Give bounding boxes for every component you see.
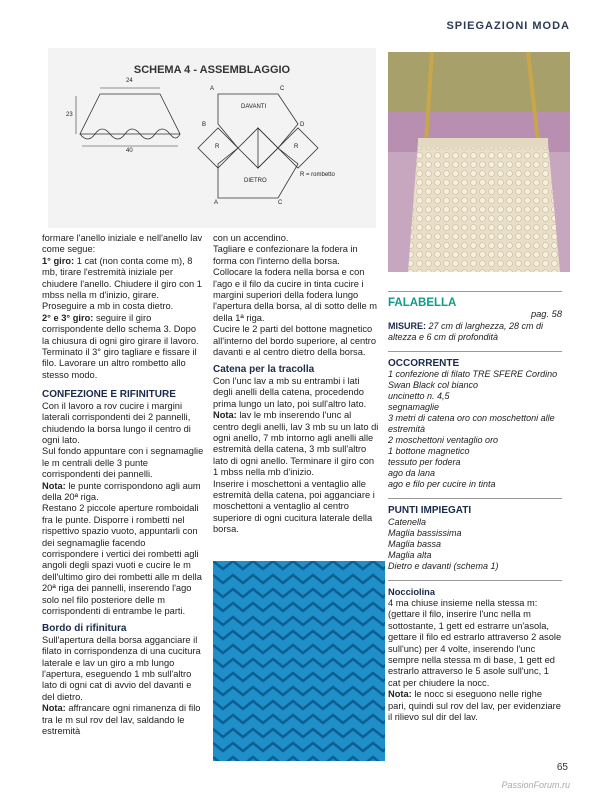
nocciolina-title: Nocciolina [388, 586, 436, 597]
list-item: 2 moschettoni ventaglio oro [388, 435, 499, 446]
paragraph [42, 481, 204, 504]
paragraph: Restano 2 piccole aperture romboidali fra le punte. Disporre i rombetti nel rispettivo spazio vuoto, appuntarli con dei segnamaglie facendo corrispondere i vertici dei rombetti agli angoli degli spazi vuoti e cucire le m dell'ultimo giro dei rombetti alle m della 20ª riga dei pannelli, inserendo l'ago solo nel filo posteriore delle m corrispondenti di entrambe le parti. [42, 503, 202, 616]
occorrente-list [388, 369, 562, 490]
misure-paragraph [388, 321, 562, 343]
nota-paragraph [388, 689, 562, 723]
page-header [446, 20, 570, 32]
misure-label: MISURE: [388, 320, 426, 331]
label-davanti: DAVANTI [241, 104, 267, 110]
bold-lead: Nota: [42, 480, 66, 491]
paragraph-text: affrancare ogni rimanenza di filo tra le m sul rov del lav, saldando le estremità [42, 703, 201, 737]
list-item: ago da lana [388, 468, 436, 479]
project-title: FALABELLA [388, 297, 457, 309]
paragraph: formare l'anello iniziale e nell'anello lav come segue: [42, 233, 203, 255]
label-r-left: R [215, 144, 220, 150]
paragraph [42, 703, 204, 737]
paragraph: con un accendino. [213, 233, 289, 243]
punti-title: PUNTI IMPIEGATI [388, 505, 472, 517]
paragraph: Proseguire a mb in costa dietro. [42, 301, 174, 312]
paragraph-text: seguire il giro corrispondente dello schema 3. Dopo la chiusura di ogni giro girare il lavoro. [42, 312, 199, 346]
list-item: 3 metri di catena oro con moschettoni alle estremità [388, 413, 555, 435]
section-heading: CONFEZIONE E RIFINITURE [42, 389, 176, 401]
paragraph [42, 256, 204, 302]
bold-lead: 1° giro: [42, 255, 75, 266]
dim-bottom: 40 [126, 148, 133, 154]
knit-texture [213, 561, 385, 761]
list-item: tessuto per fodera [388, 457, 461, 468]
page-reference: pag. 58 [530, 309, 562, 320]
separator [388, 580, 562, 581]
top-separator [388, 291, 562, 292]
page-number: 65 [556, 762, 568, 773]
watermark: PassionForum.ru [501, 780, 570, 790]
label-dietro: DIETRO [244, 178, 267, 184]
subsection-heading: Bordo di rifinitura [42, 623, 127, 635]
paragraph: Sull'apertura della borsa agganciare il filato in corrispondenza di una cucitura laterale e lav un giro a mb lungo l'apertura, eseguendo 1 mb sull'altro lato di ogni cat di avvio del davanti e del dietro. [42, 634, 201, 702]
paragraph: Con l'unc lav a mb su entrambi i lati degli anelli della catena, procedendo prima lungo un lato, poi sull'altro lato. [213, 375, 367, 409]
schema-title: SCHEMA 4 - ASSEMBLAGGIO [133, 64, 291, 76]
separator [388, 498, 562, 499]
nocciolina-text: 4 ma chiuse insieme nella stessa m: (gettare il filo, inserire l'unc nella m sottostante, 1 gett ed estrarre un'asola, gettare il filo ed estrarlo attraverso 2 asole sull'unc) per 4 volte, inserendo l'unc sempre nella stessa m di base, 1 gett ed estrarlo attraverso le 5 asole sull'unc, 1 cat per chiudere la nocc. [388, 598, 562, 688]
nota-label: Nota: [388, 689, 412, 700]
list-item: 1 confezione di filato TRE SFERE Cordino Swan Black col bianco [388, 369, 558, 391]
paragraph: Cucire le 2 parti del bottone magnetico all'interno del bordo superiore, al centro davanti e al centro dietro della borsa. [213, 324, 377, 358]
list-item: Maglia alta [388, 549, 432, 560]
text-column-1 [42, 233, 204, 737]
label-d-right: D [300, 122, 305, 128]
paragraph [213, 410, 379, 478]
text-column-3 [388, 283, 562, 724]
misure-text: 27 cm di larghezza, 28 cm di altezza e 6 cm di profondità [388, 320, 544, 342]
list-item: uncinetto n. 4,5 [388, 391, 450, 402]
nota-text: le nocc si eseguono nelle righe pari, quindi sul rov del lav, per evidenziare il rilievo sul dir del lav. [388, 689, 561, 723]
paragraph [42, 313, 204, 347]
bold-lead: Nota: [42, 703, 66, 714]
bold-lead: 2° e 3° giro: [42, 312, 94, 323]
paragraph: Inserire i moschettoni a ventaglio alle estremità della catena, poi agganciare i moschettoni a ventaglio al centro superiore di ogni cucitura laterale della borsa. [213, 478, 375, 535]
label-c-right: C [280, 86, 285, 92]
header-title: SPIEGAZIONI MODA [446, 20, 570, 32]
paragraph-text: lav le mb inserendo l'unc al centro degli anelli, lav 3 mb su un lato di ogni anello, 7 mb intorno agli anelli alle estremità della catena, 3 mb sull'altro lato di ogni anello. Terminare il giro con 1 mbss nella mb d'inizio. [213, 410, 379, 478]
label-a-left: A [210, 86, 215, 92]
list-item: segnamaglie [388, 402, 440, 413]
label-legend: R = rombetto [300, 172, 335, 178]
paragraph-text: 1 cat (non conta come m), 8 mb, tirare l'estremità iniziale per chiudere l'anello. Chiudere il giro con 1 mbss nella m d'inizio, girare. [42, 255, 202, 301]
dim-top: 24 [126, 78, 133, 84]
paragraph: Terminato il 3° giro tagliare e fissare il filo. Lavorare un altro rombetto allo stesso modo. [42, 347, 197, 380]
text-column-2 [213, 233, 379, 536]
bold-lead: Nota: [213, 410, 237, 421]
label-b-left: B [202, 122, 207, 128]
list-item: Maglia bassissima [388, 527, 462, 538]
bag-photo-image [388, 52, 570, 272]
subsection-heading: Catena per la tracolla [213, 364, 315, 376]
separator [388, 351, 562, 352]
label-a-bottom: A [214, 200, 219, 206]
paragraph: Sul fondo appuntare con i segnamaglie le m centrali delle 3 punte corrispondenti dei pannelli. [42, 446, 204, 480]
bag-photo [388, 52, 570, 272]
list-item: 1 bottone magnetico [388, 446, 470, 457]
paragraph: Con il lavoro a rov cucire i margini laterali corrispondenti dei 2 pannelli, chiudendo la borsa lungo il centro di ogni lato. [42, 400, 191, 445]
paragraph-text: le punte corrispondono agli aum della 20ª riga. [42, 480, 201, 502]
list-item: Maglia bassa [388, 538, 442, 549]
occorrente-title: OCCORRENTE [388, 357, 460, 369]
schema-diagram [48, 48, 376, 228]
paragraph: Tagliare e confezionare la fodera in forma con l'interno della borsa. Collocare la fodera nella borsa e con l'ago e il filo da cucire in tinta cucire i margini superiori della fodera lungo l'apertura della borsa, al di sotto delle m della 1ª riga. [213, 244, 378, 323]
dim-side: 23 [66, 112, 73, 118]
knit-stitch-photo [213, 561, 385, 761]
list-item: ago e filo per cucire in tinta [388, 479, 496, 490]
list-item: Dietro e davanti (schema 1) [388, 560, 499, 571]
punti-list [388, 517, 562, 572]
label-r-right: R [294, 144, 299, 150]
list-item: Catenella [388, 516, 427, 527]
label-c-bottom: C [278, 200, 283, 206]
